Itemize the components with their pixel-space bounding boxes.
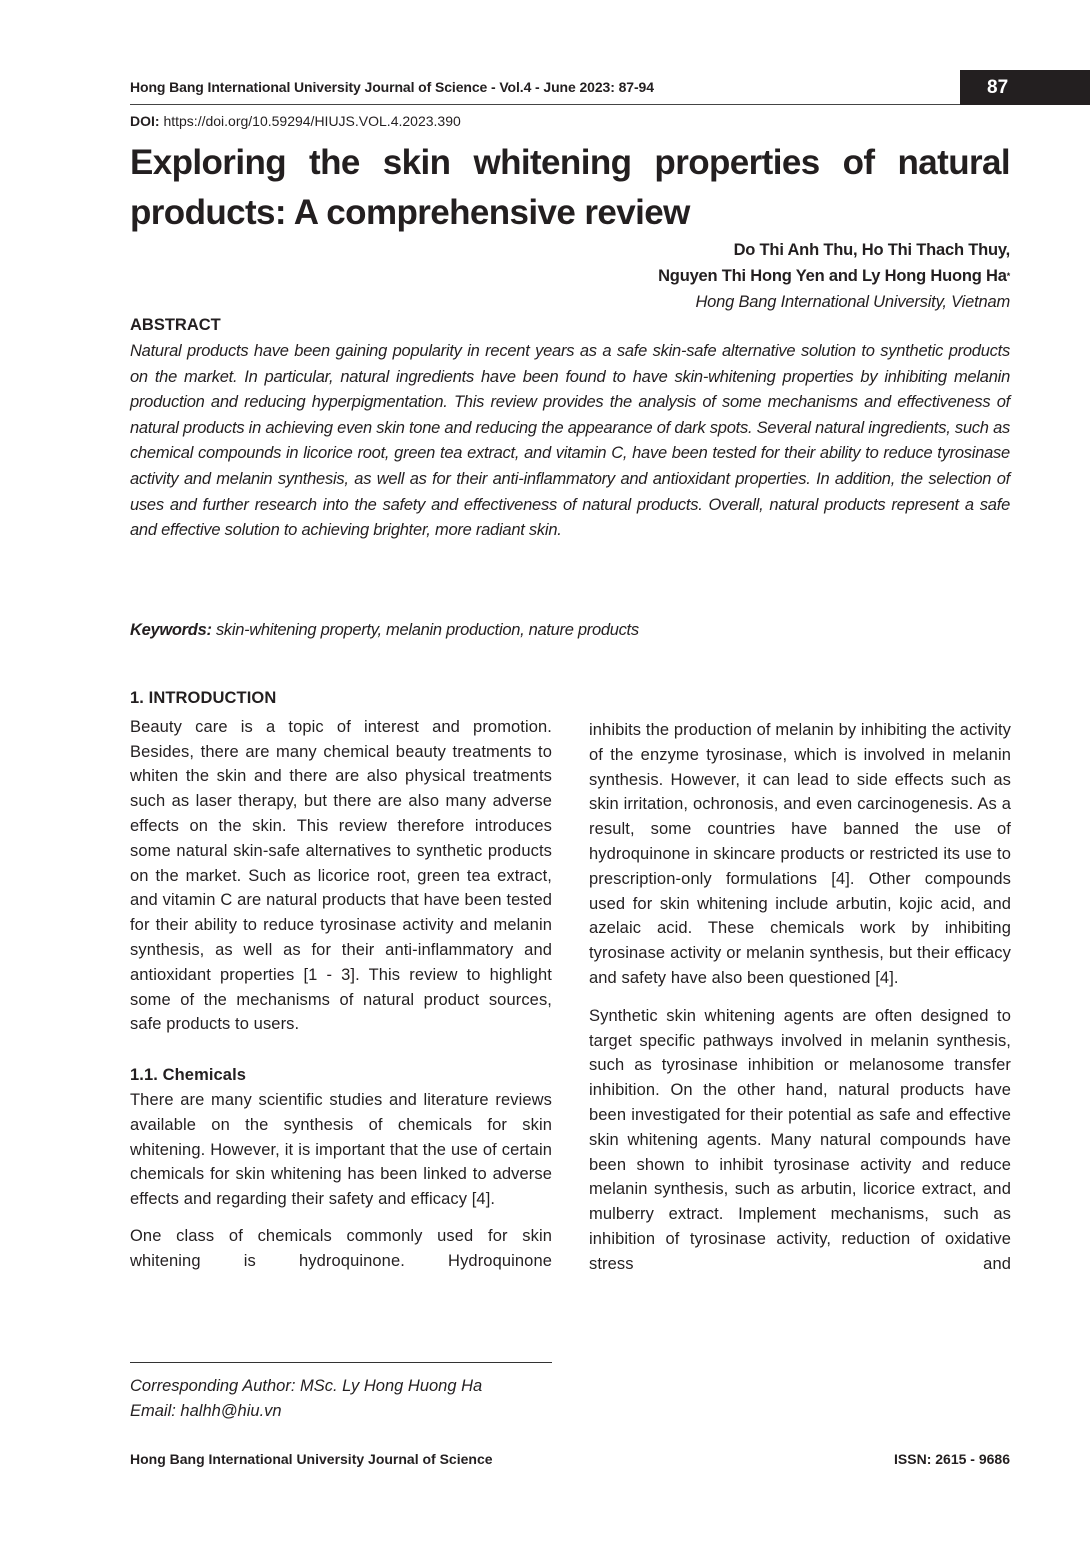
intro-paragraph: Beauty care is a topic of interest and promotion. Besides, there are many chemical beauty treatments to whiten the skin and there are also physical treatments such as laser therapy, but there are also many adverse effects on the skin. This review therefore introduces some natural skin-safe alternatives to synthetic products on the market. Such as licorice root, green tea extract, and vitamin C are natural products that have been tested for their ability to reduce tyrosinase activity and melanin synthesis, as well as for their anti-inflammatory and antioxidant properties [1 - 3]. This review to highlight some of the mechanisms of natural product sources, safe products to users. (130, 717, 552, 1034)
header-divider (130, 104, 962, 105)
article-title (130, 138, 1010, 238)
chemicals-paragraph-2-start: One class of chemicals commonly used for skin whitening is hydroquinone. Hydroquinone (130, 1226, 552, 1270)
keywords-line (130, 621, 639, 640)
column-left (130, 686, 552, 1274)
abstract-text: Natural products have been gaining popularity in recent years as a safe skin-safe alternative solution to synthetic products on the market. In particular, natural ingredients have been found to have skin-whitening properties by inhibiting melanin production and reducing hyperpigmentation. This review provides the analysis of some mechanisms and effectiveness of natural products in achieving even skin tone and reducing the appearance of dark spots. Several natural ingredients, such as chemical compounds in licorice root, green tea extract, and vitamin C, have been tested for their ability to reduce tyrosinase activity and melanin synthesis, as well as for their anti-inflammatory and antioxidant properties. In addition, the selection of uses and further research into the safety and effectiveness of natural products. Overall, natural products represent a safe and effective solution to achieving brighter, more radiant skin. (130, 342, 1010, 540)
column-right (589, 718, 1011, 1277)
author-block (658, 237, 1010, 315)
abstract-heading: ABSTRACT (130, 316, 221, 334)
section-heading-introduction: 1. INTRODUCTION (130, 689, 277, 707)
footer-journal: Hong Bang International University Journal of Science (130, 1451, 493, 1467)
keywords-list: skin-whitening property, melanin production, nature products (211, 621, 639, 639)
page-number-badge (960, 70, 1090, 105)
authors-line-1: Do Thi Anh Thu, Ho Thi Thach Thuy, (733, 241, 1010, 259)
title-line-2: products: A comprehensive review (130, 193, 690, 232)
title-line-1: Exploring the skin whitening properties of natural (130, 143, 1010, 182)
section-heading-chemicals: 1.1. Chemicals (130, 1066, 247, 1085)
authors-line-2-wrap (658, 263, 1010, 289)
chemicals-paragraph-2-continued: inhibits the production of melanin by inhibiting the activity of the enzyme tyrosinase, which is involved in melanin synthesis. However, it can lead to side effects such as skin irritation, ochronosis, and even carcinogenesis. As a result, some countries have banned the use of hydroquinone in skincare products or restricted its use to prescription-only formulations [4]. Other compounds used for skin whitening include arbutin, kojic acid, and azelaic acid. These chemicals work by inhibiting tyrosinase activity or melanin synthesis, but their efficacy and safety have also been questioned [4]. (589, 721, 1011, 987)
chemicals-paragraph-3: Synthetic skin whitening agents are often designed to target specific pathways involved in melanin synthesis, such as tyrosinase inhibition or melanosome transfer inhibition. On the other hand, natural products have been investigated for their potential as safe and effective skin whitening agents. Many natural compounds have been shown to inhibit tyrosinase activity and reduce melanin synthesis, such as arbutin, licorice extract, and mulberry extract. Implement mechanisms, such as inhibition of tyrosinase activity, reduction of oxidative stress and (589, 1006, 1011, 1273)
doi-line (130, 113, 461, 129)
doi-link[interactable]: https://doi.org/10.59294/HIUJS.VOL.4.2023.390 (159, 113, 461, 129)
footnote (130, 1374, 482, 1424)
keywords-label: Keywords: (130, 621, 212, 639)
author-email[interactable]: Email: halhh@hiu.vn (130, 1402, 282, 1420)
authors-line-2: Nguyen Thi Hong Yen and Ly Hong Huong Ha (658, 267, 1007, 285)
footer-issn: ISSN: 2615 - 9686 (894, 1451, 1010, 1467)
affiliation: Hong Bang International University, Vietnam (695, 293, 1010, 311)
running-header: Hong Bang International University Journal of Science - Vol.4 - June 2023: 87-94 (130, 79, 654, 95)
corresponding-author: Corresponding Author: MSc. Ly Hong Huong Ha (130, 1377, 483, 1395)
footnote-divider (130, 1362, 552, 1363)
chemicals-paragraph-1: There are many scientific studies and literature reviews available on the synthesis of chemicals for skin whitening. However, it is important that the use of certain chemicals for skin whitening has been linked to adverse effects and regarding their safety and efficacy [4]. (130, 1090, 552, 1209)
corresponding-mark: * (1006, 271, 1010, 281)
doi-label: DOI: (130, 113, 160, 129)
page-number: 87 (987, 77, 1009, 98)
